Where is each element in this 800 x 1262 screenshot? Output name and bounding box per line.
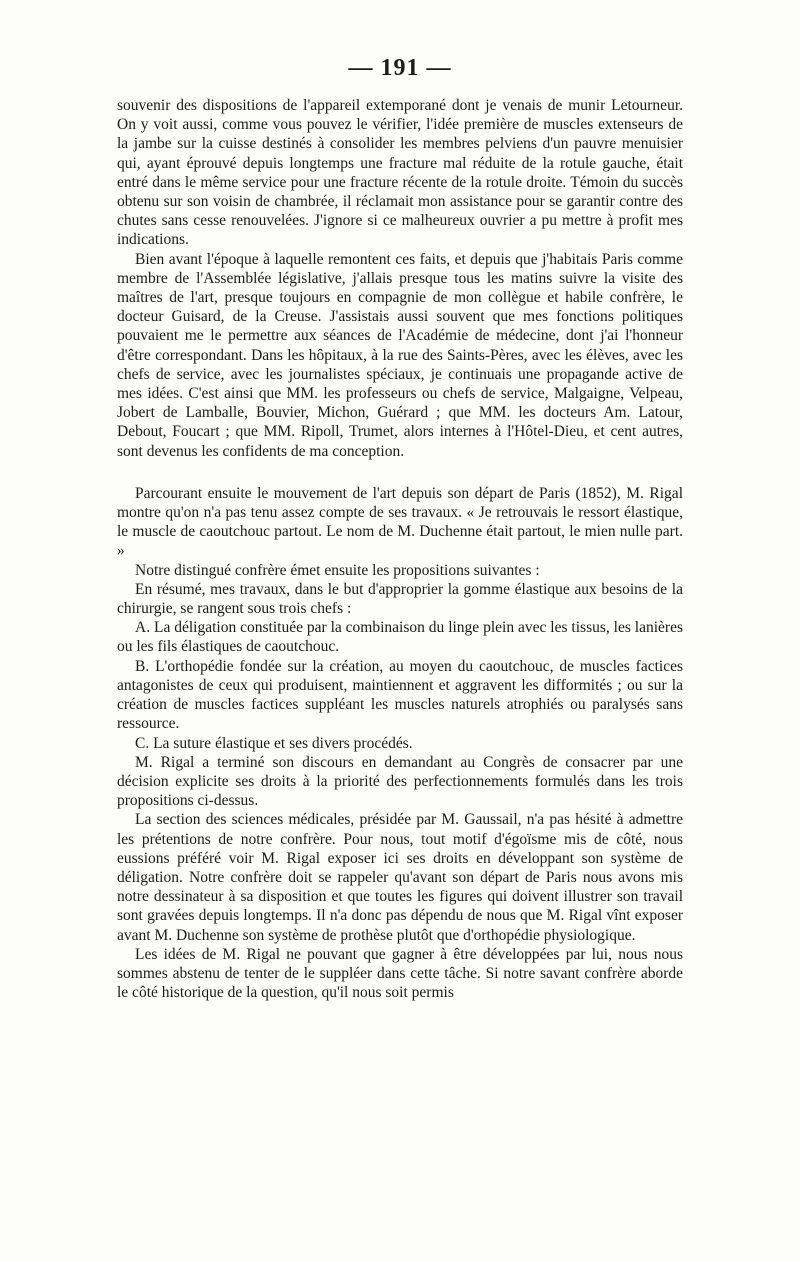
- paragraph-continuation: souvenir des dispositions de l'appareil extemporané dont je venais de munir Letourneur. On y voit aussi, comme vous pouvez le vérifier, l'idée première de muscles extenseurs de la jambe sur la cuisse destinés à consolider les membres pelviens d'un pauvre menuisier qui, ayant éprouvé depuis longtemps une fracture mal réduite de la rotule gauche, était entré dans le même service pour une fracture récente de la rotule droite. Témoin du succès obtenu sur son voisin de chambrée, il réclamait mon assistance pour se garantir contre des chutes sans cesse renouvelées. J'ignore si ce malheureux ouvrier a pu mettre à profit mes indications.: [117, 97, 683, 249]
- page-number: — 191 —: [348, 55, 452, 81]
- paragraph: Bien avant l'époque à laquelle remontent ces faits, et depuis que j'habitais Paris comme membre de l'Assemblée législative, j'allais presque tous les matins suivre la visite des maîtres de l'art, presque toujours en compagnie de mon collègue et habile confrère, le docteur Guisard, de la Creuse. J'assistais aussi souvent que mes fonctions politiques pouvaient me le permettre aux séances de l'Académie de médecine, dont j'ai l'honneur d'être correspondant. Dans les hôpitaux, à la rue des Saints-Pères, avec les élèves, avec les chefs de service, avec les journalistes spéciaux, je continuais une propagande active de mes idées. C'est ainsi que MM. les professeurs ou chefs de service, Malgaigne, Velpeau, Jobert de Lamballe, Bouvier, Michon, Guérard ; que MM. les docteurs Am. Latour, Debout, Foucart ; que MM. Ripoll, Trumet, alors internes à l'Hôtel-Dieu, et cent autres, sont devenus les confidents de ma conception.: [117, 250, 683, 460]
- body-text: [117, 96, 683, 1002]
- list-item: C. La suture élastique et ses divers procédés.: [135, 734, 413, 752]
- paragraph: Parcourant ensuite le mouvement de l'art depuis son départ de Paris (1852), M. Rigal montre qu'on n'a pas tenu assez compte de ses travaux. « Je retrouvais le ressort élastique, le muscle de caoutchouc partout. Le nom de M. Duchenne était partout, le mien nulle part. »: [117, 484, 683, 560]
- paragraph: En résumé, mes travaux, dans le but d'approprier la gomme élastique aux besoins de la chirurgie, se rangent sous trois chefs :: [117, 580, 683, 618]
- paragraph: Notre distingué confrère émet ensuite les propositions suivantes :: [135, 561, 540, 579]
- paragraph: M. Rigal a terminé son discours en demandant au Congrès de consacrer par une décision explicite ses droits à la priorité des perfectionnements formulés dans les trois propositions ci-dessus.: [117, 753, 683, 810]
- paragraph: La section des sciences médicales, présidée par M. Gaussail, n'a pas hésité à admettre les prétentions de notre confrère. Pour nous, tout motif d'égoïsme mis de côté, nous eussions préféré voir M. Rigal exposer ici ses droits en développant son système de déligation. Notre confrère doit se rappeler qu'avant son départ de Paris nous avons mis notre dessinateur à sa disposition et que toutes les figures qui doivent illustrer son travail sont gravées depuis longtemps. Il n'a donc pas dépendu de nous que M. Rigal vînt exposer avant M. Duchenne son système de prothèse plutôt que d'orthopédie physiologique.: [117, 811, 683, 944]
- paragraph: Les idées de M. Rigal ne pouvant que gagner à être développées par lui, nous nous sommes abstenu de tenter de le suppléer dans cette tâche. Si notre savant confrère aborde le côté historique de la question, qu'il nous soit permis: [117, 945, 683, 1002]
- list-item: B. L'orthopédie fondée sur la création, au moyen du caoutchouc, de muscles factices antagonistes de ceux qui produisent, maintiennent et aggravent les difformités ; ou sur la création de muscles factices suppléant les muscles naturels atrophiés ou paralysés sans ressource.: [117, 657, 683, 733]
- list-item: A. La déligation constituée par la combinaison du linge plein avec les tissus, les lanières ou les fils élastiques de caoutchouc.: [117, 619, 683, 656]
